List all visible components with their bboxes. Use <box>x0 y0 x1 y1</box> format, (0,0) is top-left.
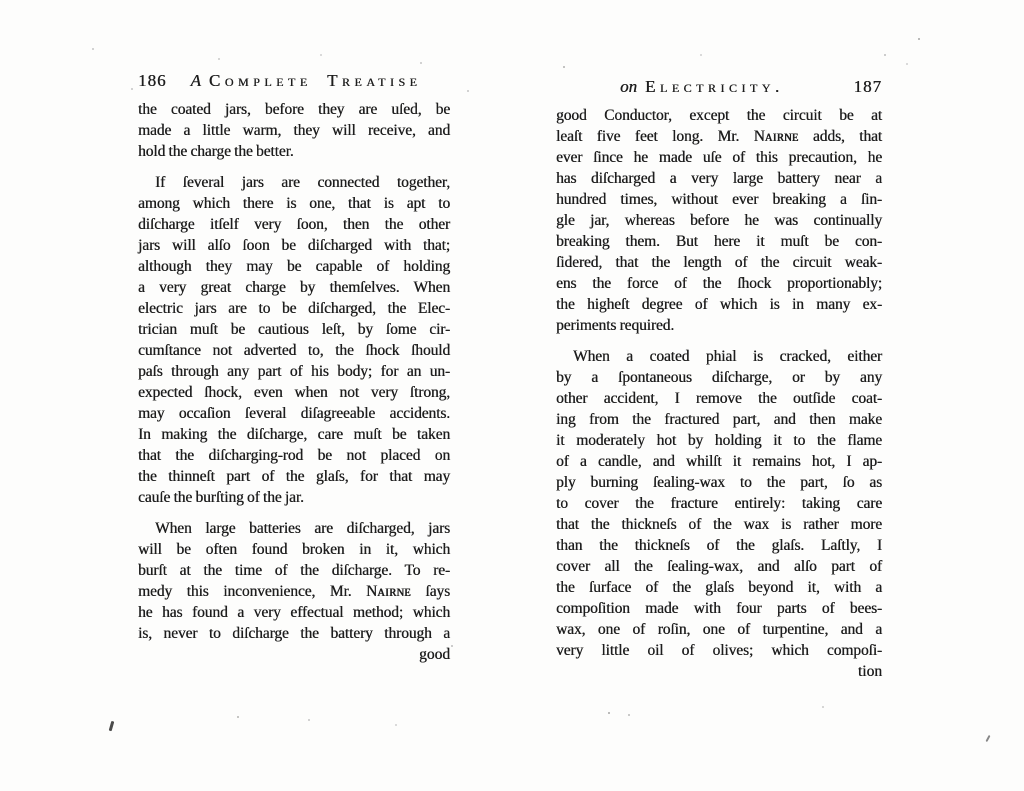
text-line: ply burning ſealing-wax to the part, ſo as <box>556 474 882 491</box>
paragraph <box>138 99 450 162</box>
text-line: hundred times, without ever breaking a ſin- <box>556 191 882 208</box>
paragraph <box>556 346 882 661</box>
text-line: breaking them. But here it muſt be con- <box>556 233 882 250</box>
ink-mark <box>985 735 990 742</box>
text-line: In making the diſcharge, care muſt be taken <box>138 426 450 443</box>
text-line: the coated jars, before they are uſed, be <box>138 101 450 118</box>
text-line: burſt at the time of the diſcharge. To re- <box>138 562 450 579</box>
left-page <box>138 70 450 665</box>
left-page-header <box>138 70 450 91</box>
paragraph <box>138 172 450 508</box>
right-page-header <box>556 76 882 97</box>
right-page <box>556 76 882 682</box>
text-line: has diſcharged a very large battery near a <box>556 170 882 187</box>
right-page-number: 187 <box>853 77 882 96</box>
text-line: ens the force of the ſhock proportionably; <box>556 275 882 292</box>
text-line: jars will alſo ſoon be diſcharged with that; <box>138 237 450 254</box>
paragraph <box>556 105 882 336</box>
text-line: the ſurface of the glaſs beyond it, with a <box>556 579 882 596</box>
text-line: although they may be capable of holding <box>138 258 450 275</box>
left-running-title: Complete Treatise <box>208 71 422 90</box>
text-line: that the thickneſs of the wax is rather more <box>556 516 882 533</box>
left-page-number: 186 <box>138 71 167 90</box>
text-line: very little oil of olives; which compoſi- <box>556 642 882 659</box>
ink-mark <box>109 721 114 731</box>
left-page-text <box>138 99 450 644</box>
text-line: electric jars are to be diſcharged, the Elec- <box>138 300 450 317</box>
text-line: hold the charge the better. <box>138 143 294 160</box>
right-catchword: tion <box>857 663 882 680</box>
right-running-title-prefix: on <box>620 77 637 96</box>
text-line: will be often found broken in it, which <box>138 541 450 558</box>
scan-speckles <box>0 0 2 2</box>
text-line: diſcharge itſelf very ſoon, then the other <box>138 216 450 233</box>
paragraph <box>138 518 450 644</box>
text-line: is, never to diſcharge the battery through a <box>138 625 450 642</box>
text-line: ing from the fractured part, and then make <box>556 411 882 428</box>
text-line: ſidered, that the length of the circuit weak- <box>556 254 882 271</box>
text-line: compoſition made with four parts of bees- <box>556 600 882 617</box>
text-line: of a candle, and whilſt it remains hot, I ap- <box>556 453 882 470</box>
text-line: periments required. <box>556 317 675 334</box>
text-line: trician muſt be cautious leſt, by ſome cir- <box>138 321 450 338</box>
text-line: cover all the ſealing-wax, and alſo part of <box>556 558 882 575</box>
text-line: medy this inconvenience, Mr. Nᴀɪʀɴᴇ ſays <box>138 583 450 600</box>
text-line: When a coated phial is cracked, either <box>573 348 882 365</box>
text-line: If ſeveral jars are connected together, <box>155 174 450 191</box>
text-line: cumſtance not adverted to, the ſhock ſhould <box>138 342 450 359</box>
text-line: the higheſt degree of which is in many ex- <box>556 296 882 313</box>
text-line: may occaſion ſeveral diſagreeable accidents. <box>138 405 450 422</box>
text-line: good Conductor, except the circuit be at <box>556 107 882 124</box>
left-running-title-prefix: A <box>190 71 201 90</box>
text-line: cauſe the burſting of the jar. <box>138 489 304 506</box>
text-line: other accident, I remove the outſide coat- <box>556 390 882 407</box>
text-line: paſs through any part of his body; for an un- <box>138 363 450 380</box>
text-line: he has found a very effectual method; which <box>138 604 450 621</box>
text-line: leaſt five feet long. Mr. Nᴀɪʀɴᴇ adds, that <box>556 128 882 145</box>
text-line: wax, one of roſin, one of turpentine, and a <box>556 621 882 638</box>
text-line: made a little warm, they will receive, and <box>138 122 450 139</box>
right-page-text <box>556 105 882 661</box>
text-line: than the thickneſs of the glaſs. Laſtly, I <box>556 537 882 554</box>
text-line: that the diſcharging-rod be not placed on <box>138 447 450 464</box>
text-line: the thinneſt part of the glaſs, for that may <box>138 468 450 485</box>
text-line: among which there is one, that is apt to <box>138 195 450 212</box>
right-running-title: Electricity. <box>645 77 784 96</box>
text-line: expected ſhock, even when not very ſtrong, <box>138 384 450 401</box>
text-line: When large batteries are diſcharged, jars <box>155 520 450 537</box>
text-line: ever ſince he made uſe of this precaution, he <box>556 149 882 166</box>
text-line: gle jar, whereas before he was continually <box>556 212 882 229</box>
text-line: to cover the fracture entirely: taking care <box>556 495 882 512</box>
text-line: by a ſpontaneous diſcharge, or by any <box>556 369 882 386</box>
text-line: a very great charge by themſelves. When <box>138 279 450 296</box>
left-catchword: good <box>419 646 450 663</box>
text-line: it moderately hot by holding it to the flame <box>556 432 882 449</box>
